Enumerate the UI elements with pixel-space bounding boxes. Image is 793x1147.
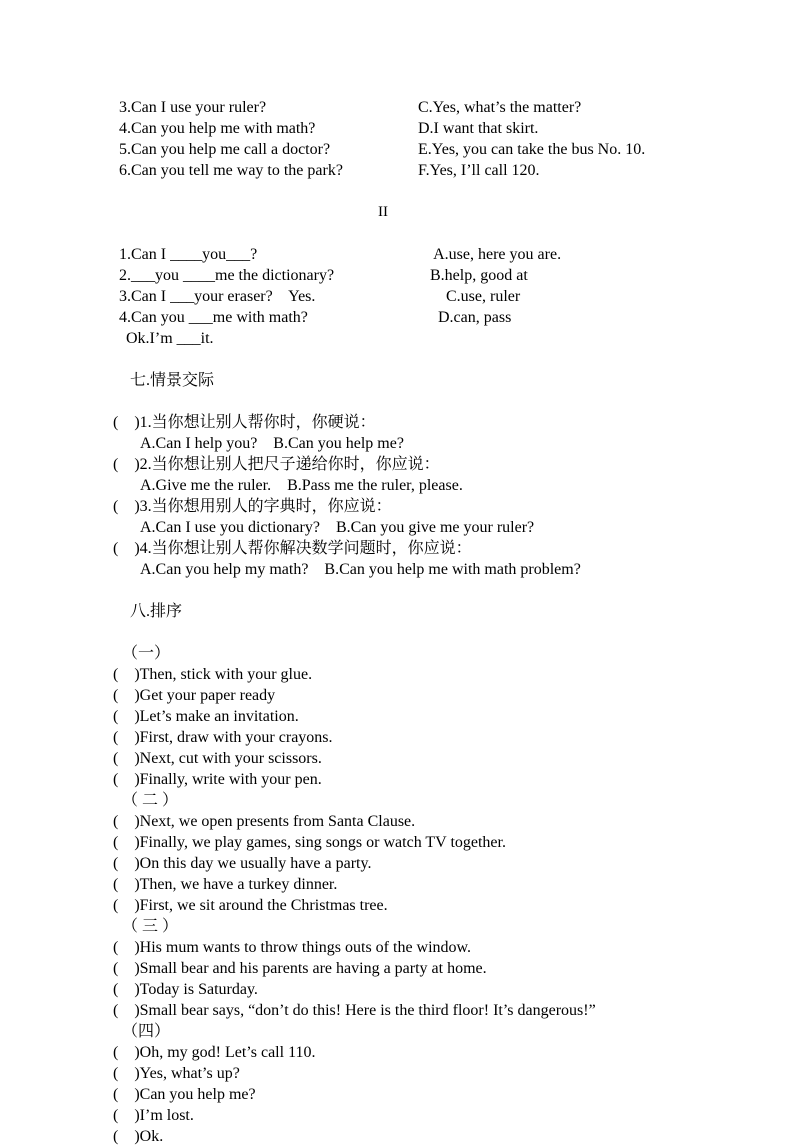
fill-item-answer: C.use, ruler — [430, 288, 521, 305]
matching-item-question: 6.Can you tell me way to the park? — [119, 162, 343, 179]
situational-options: A.Can you help my math? B.Can you help me with math problem? — [140, 561, 581, 578]
matching-item — [0, 160, 793, 181]
situational-question: ( )1.当你想让别人帮你时，你硬说： — [113, 414, 376, 431]
section8-title: 八.排序 — [130, 603, 183, 620]
fill-item-question: Ok.I’m ___it. — [126, 330, 214, 347]
section7-title: 七.情景交际 — [130, 372, 215, 389]
ordering-group-label: （四） — [122, 1023, 171, 1040]
fill-item-question: 2.___you ____me the dictionary? — [119, 267, 335, 284]
part-ii-heading-line — [0, 181, 793, 244]
ordering-item: ( )Then, stick with your glue. — [113, 666, 313, 683]
ordering-item: ( )His mum wants to throw things outs of the window. — [113, 939, 472, 956]
matching-item-answer: E.Yes, you can take the bus No. 10. — [418, 141, 646, 158]
section7-title-line — [0, 349, 793, 412]
fill-item — [0, 244, 793, 265]
ordering-item: ( )Can you help me? — [113, 1086, 256, 1103]
fill-in-section — [0, 244, 793, 349]
matching-item-answer: D.I want that skirt. — [418, 120, 539, 137]
ordering-item: ( )Small bear and his parents are having a party at home. — [113, 960, 487, 977]
fill-item-question: 4.Can you ___me with math? — [119, 309, 308, 326]
fill-item — [0, 286, 793, 307]
ordering-group-label: （ 二 ） — [122, 792, 179, 809]
ordering-item: ( )Next, we open presents from Santa Clause. — [113, 813, 416, 830]
part-ii-heading: II — [378, 204, 388, 220]
matching-item-question: 5.Can you help me call a doctor? — [119, 141, 331, 158]
ordering-item: ( )Next, cut with your scissors. — [113, 750, 322, 767]
fill-item — [0, 328, 793, 349]
fill-item — [0, 307, 793, 328]
fill-item-answer: A.use, here you are. — [430, 246, 562, 263]
matching-section — [0, 97, 793, 181]
ordering-section — [0, 643, 793, 1147]
situational-options: A.Give me the ruler. B.Pass me the ruler, please. — [140, 477, 463, 494]
ordering-item: ( )Small bear says, “don’t do this! Here is the third floor! It’s dangerous!” — [113, 1002, 596, 1019]
fill-item-answer: D.can, pass — [430, 309, 512, 326]
ordering-item: ( )Get your paper ready — [113, 687, 276, 704]
matching-item — [0, 118, 793, 139]
situational-question: ( )3.当你想用别人的字典时，你应说： — [113, 498, 392, 515]
situational-section — [0, 412, 793, 580]
ordering-item: ( )Oh, my god! Let’s call 110. — [113, 1044, 316, 1061]
matching-item — [0, 139, 793, 160]
section8-title-line — [0, 580, 793, 643]
matching-item-answer: F.Yes, I’ll call 120. — [418, 162, 540, 179]
ordering-item: ( )First, we sit around the Christmas tree. — [113, 897, 388, 914]
ordering-item: ( )Finally, we play games, sing songs or watch TV together. — [113, 834, 506, 851]
fill-item-question: 3.Can I ___your eraser? Yes. — [119, 288, 316, 305]
fill-item-question: 1.Can I ____you___? — [119, 246, 258, 263]
ordering-item: ( )Yes, what’s up? — [113, 1065, 240, 1082]
ordering-item: ( )Then, we have a turkey dinner. — [113, 876, 338, 893]
ordering-group-label: （ 三 ） — [122, 918, 179, 935]
ordering-item: ( )Let’s make an invitation. — [113, 708, 299, 725]
ordering-item: ( )First, draw with your crayons. — [113, 729, 333, 746]
ordering-group-label: （一） — [122, 645, 171, 662]
ordering-item: ( )On this day we usually have a party. — [113, 855, 372, 872]
matching-item — [0, 97, 793, 118]
situational-options: A.Can I help you? B.Can you help me? — [140, 435, 404, 452]
ordering-item: ( )Ok. — [113, 1128, 164, 1145]
matching-item-question: 3.Can I use your ruler? — [119, 99, 267, 116]
ordering-item: ( )I’m lost. — [113, 1107, 194, 1124]
fill-item — [0, 265, 793, 286]
matching-item-question: 4.Can you help me with math? — [119, 120, 316, 137]
situational-question: ( )2.当你想让别人把尺子递给你时，你应说： — [113, 456, 440, 473]
situational-options: A.Can I use you dictionary? B.Can you give me your ruler? — [140, 519, 535, 536]
ordering-item: ( )Finally, write with your pen. — [113, 771, 322, 788]
situational-question: ( )4.当你想让别人帮你解决数学问题时，你应说： — [113, 540, 472, 557]
ordering-item: ( )Today is Saturday. — [113, 981, 258, 998]
matching-item-answer: C.Yes, what’s the matter? — [418, 99, 582, 116]
fill-item-answer: B.help, good at — [430, 267, 528, 284]
